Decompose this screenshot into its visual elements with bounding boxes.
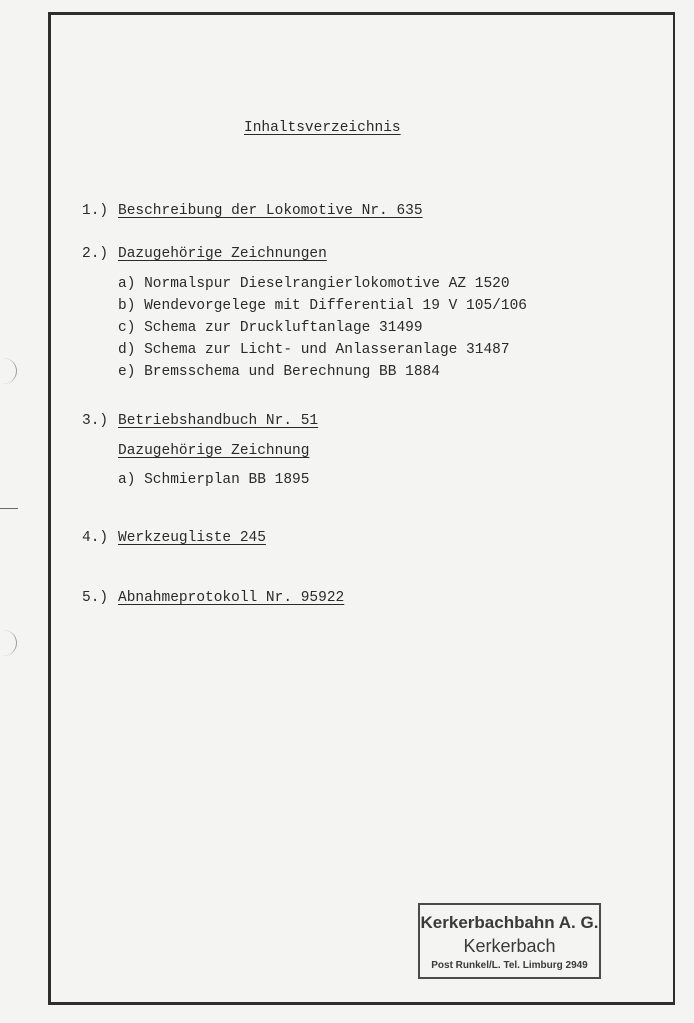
entry-subheading: Dazugehörige Zeichnung — [118, 443, 310, 459]
stamp-location: Kerkerbach — [463, 936, 556, 956]
drawing-item: e) Bremsschema und Berechnung BB 1884 — [118, 364, 440, 380]
entry-heading: Dazugehörige Zeichnungen — [118, 246, 327, 262]
stamp-contact: Post Runkel/L. Tel. Limburg 2949 — [431, 960, 588, 971]
page-border — [48, 12, 675, 1005]
document-title: Inhaltsverzeichnis — [244, 120, 401, 136]
company-stamp — [418, 903, 601, 979]
drawing-item: c) Schema zur Druckluftanlage 31499 — [118, 320, 423, 336]
entry-heading: Betriebshandbuch Nr. 51 — [118, 413, 319, 429]
entry-number: 1.) — [82, 203, 109, 219]
entry-heading: Beschreibung der Lokomotive Nr. 635 — [118, 203, 423, 219]
entry-number: 4.) — [82, 530, 109, 546]
entry-number: 2.) — [82, 246, 109, 262]
punch-hole — [0, 630, 17, 656]
stamp-company-name: Kerkerbachbahn A. G. — [420, 913, 599, 932]
entry-heading: Werkzeugliste 245 — [118, 530, 266, 546]
drawing-item: b) Wendevorgelege mit Differential 19 V 105/106 — [118, 298, 527, 314]
fold-mark — [0, 508, 18, 509]
entry-number: 5.) — [82, 590, 109, 606]
entry-number: 3.) — [82, 413, 109, 429]
punch-hole — [0, 358, 17, 384]
drawing-item: a) Schmierplan BB 1895 — [118, 472, 310, 488]
drawing-item: a) Normalspur Dieselrangierlokomotive AZ 1520 — [118, 276, 510, 292]
drawing-item: d) Schema zur Licht- und Anlasseranlage 31487 — [118, 342, 510, 358]
entry-heading: Abnahmeprotokoll Nr. 95922 — [118, 590, 345, 606]
